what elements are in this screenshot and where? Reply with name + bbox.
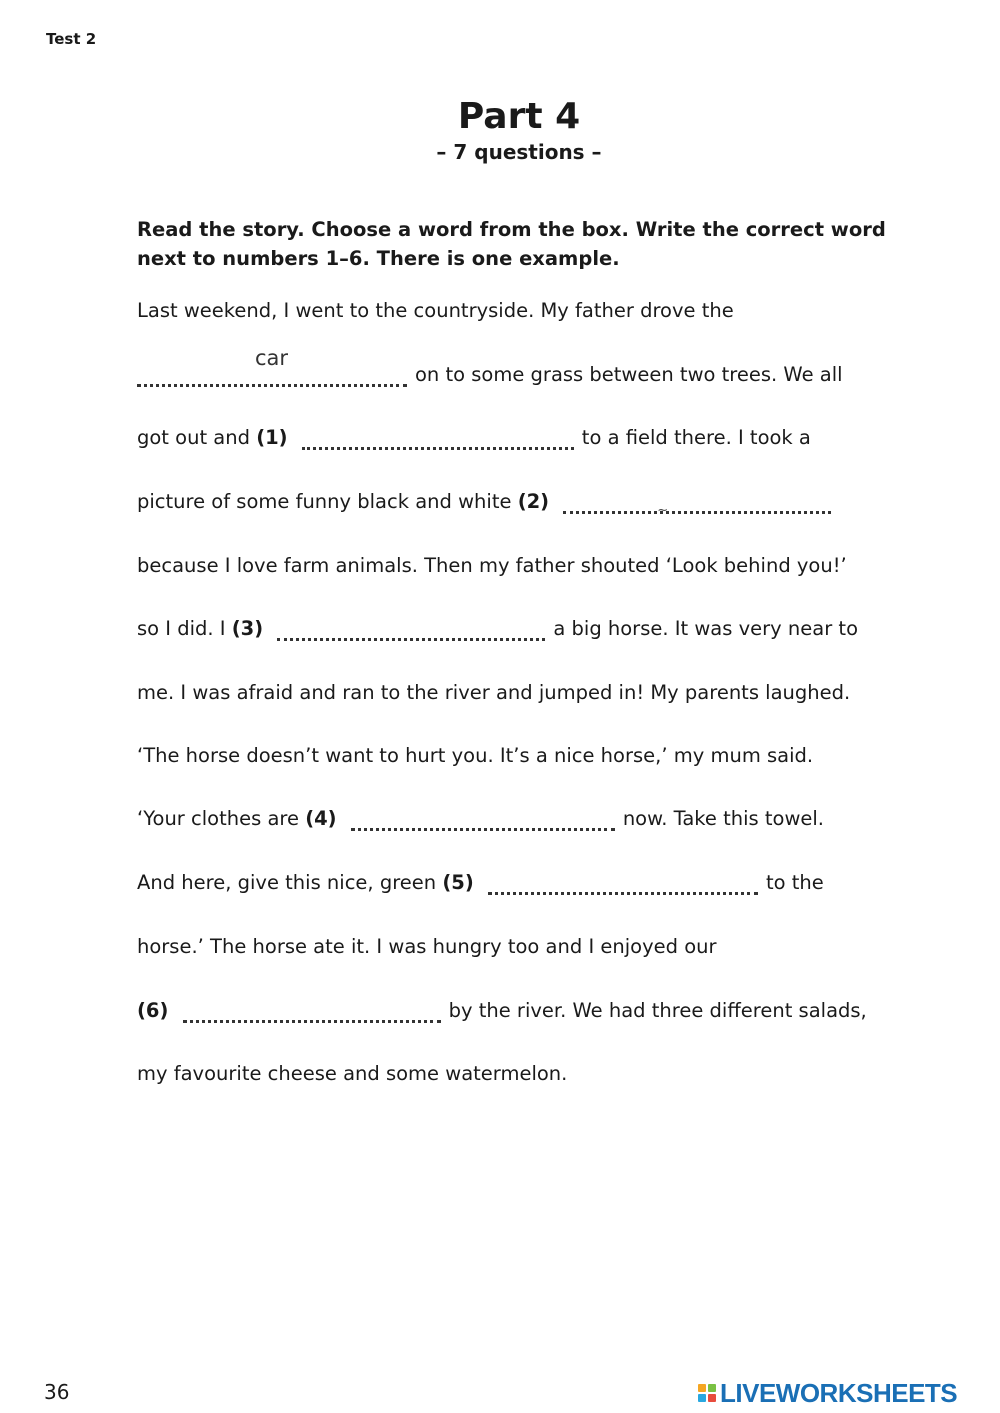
answer-field-2[interactable] bbox=[563, 487, 831, 518]
story-line-9 bbox=[137, 803, 824, 835]
story-text: to the bbox=[765, 871, 824, 894]
story-line-1 bbox=[137, 295, 734, 327]
story-text: now. Take this towel. bbox=[622, 807, 825, 830]
story-line-12 bbox=[137, 995, 867, 1027]
story-text: so I did. I bbox=[137, 617, 226, 640]
story-text: ‘The horse doesn’t want to hurt you. It’s a nice horse,’ my mum said. bbox=[137, 744, 814, 767]
pen-mark: ~ bbox=[657, 503, 669, 518]
question-number-6: (6) bbox=[137, 999, 169, 1022]
story-text: picture of some funny black and white bbox=[137, 490, 512, 513]
story-text: because I love farm animals. Then my father shouted ‘Look behind you!’ bbox=[137, 554, 847, 577]
question-number-3: (3) bbox=[231, 617, 264, 640]
question-count: – 7 questions – bbox=[436, 140, 602, 164]
page-number: 36 bbox=[44, 1380, 70, 1404]
brand-name: LIVEWORKSHEETS bbox=[720, 1377, 958, 1408]
story-text: ‘Your clothes are bbox=[137, 807, 299, 830]
story-text: me. I was afraid and ran to the river and jumped in! My parents laughed. bbox=[137, 681, 851, 704]
story-text: by the river. We had three different salads, bbox=[448, 999, 867, 1022]
story-line-11 bbox=[137, 931, 717, 963]
example-answer-field[interactable] bbox=[137, 346, 407, 387]
answer-field-3[interactable] bbox=[277, 614, 545, 641]
story-line-6 bbox=[137, 613, 858, 645]
answer-field-6[interactable] bbox=[183, 996, 441, 1023]
answer-field-1[interactable] bbox=[302, 423, 574, 450]
story-line-10 bbox=[137, 867, 824, 899]
question-number-4: (4) bbox=[305, 807, 337, 830]
story-text: a big horse. It was very near to bbox=[553, 617, 858, 640]
story-line-3 bbox=[137, 422, 811, 454]
question-number-2: (2) bbox=[517, 490, 550, 513]
story-text: got out and bbox=[137, 426, 250, 449]
story-line-7 bbox=[137, 677, 850, 709]
instructions: Read the story. Choose a word from the box. Write the correct word next to numbers 1–6. There is one example. bbox=[137, 218, 886, 270]
story-line-5 bbox=[137, 550, 847, 582]
answer-field-5[interactable] bbox=[488, 868, 758, 895]
story-line-4 bbox=[137, 486, 839, 518]
liveworksheets-logo bbox=[698, 1376, 957, 1410]
page-title: Part 4 bbox=[457, 96, 581, 137]
story-line-13 bbox=[137, 1058, 567, 1090]
logo-squares-icon bbox=[698, 1384, 716, 1402]
question-number-1: (1) bbox=[256, 426, 288, 449]
story-text: on to some grass between two trees. We all bbox=[415, 363, 843, 386]
story-line-2 bbox=[137, 346, 843, 391]
story-line-8 bbox=[137, 740, 813, 772]
story-text: to a field there. I took a bbox=[581, 426, 811, 449]
answer-field-4[interactable] bbox=[351, 804, 615, 831]
example-answer: car bbox=[255, 346, 289, 370]
story-text: And here, give this nice, green bbox=[137, 871, 437, 894]
story-text: horse.’ The horse ate it. I was hungry too and I enjoyed our bbox=[137, 935, 717, 958]
test-label: Test 2 bbox=[46, 30, 97, 48]
question-number-5: (5) bbox=[442, 871, 474, 894]
story-text: Last weekend, I went to the countryside. My father drove the bbox=[137, 299, 734, 322]
story-text: my favourite cheese and some watermelon. bbox=[137, 1062, 568, 1085]
